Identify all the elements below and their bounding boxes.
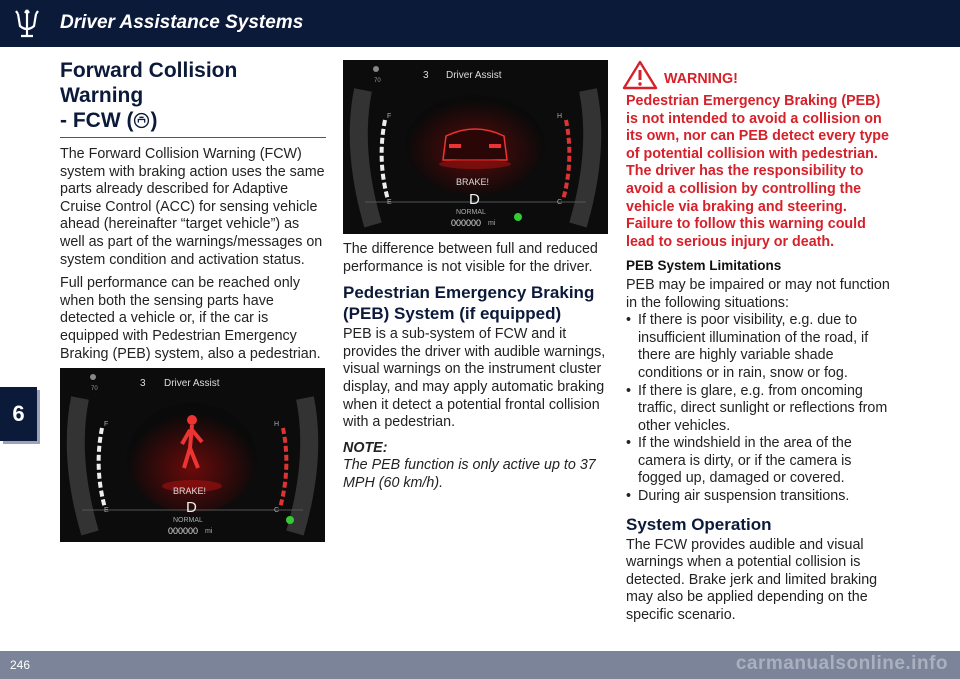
odometer-unit: mi [205,528,213,535]
limits-heading: PEB System Limitations [626,258,782,274]
paragraph: Full performance can be reached only when both the sensing parts have detected a vehicle or, if the car is equipped with Pedestrian Emergency Braking (PEB) system, also a pedestrian. [60,275,321,362]
cluster-title: Driver Assist [446,70,502,81]
c-label: C [274,507,280,514]
c-label: C [557,199,563,206]
f-label: F [387,113,392,120]
peb-heading: Pedestrian Emergency Braking (PEB) System (if equipped) [343,283,595,324]
list-item: • If there is glare, e.g. from oncoming traffic, direct sunlight or reflections from other vehicles. [626,383,894,436]
paragraph: The difference between full and reduced performance is not visible for the driver. [343,241,598,275]
fcw-icon [133,112,150,129]
operation-heading: System Operation [626,514,772,534]
cluster-title: Driver Assist [164,378,220,389]
column-1 [60,58,326,369]
page-number: 246 [10,658,31,672]
e-label: E [104,507,109,514]
h-label: H [557,113,563,120]
odometer: 000000 [168,526,199,536]
chapter-tab[interactable]: 6 [0,387,37,441]
warning-triangle-icon [622,60,658,90]
warning-text: Pedestrian Emergency Braking (PEB) is not intended to avoid a collision on its own, nor can PEB detect every type of potential collision with pedestrian. The driver has the responsibility to avoid a collision by controlling the vehicle via braking and steering. Failure to follow this warning could lead to serious injury or death. [626,93,889,250]
paragraph: PEB may be impaired or may not function in the following situations: [626,276,890,311]
e-label: E [387,199,392,206]
trident-logo-icon [10,8,44,40]
column-3 [626,60,894,631]
title-rule [60,137,326,138]
footer-bar [0,651,960,679]
brake-text: BRAKE! [456,177,490,187]
gear-indicator: D [469,191,480,208]
note-text: The PEB function is only active up to 37 MPH (60 km/h). [343,457,596,491]
cluster-count: 3 [140,378,146,389]
warning-title: WARNING! [664,71,738,88]
speed-limit: 70 [374,78,381,84]
column-2 [343,241,609,493]
watermark: carmanualsonline.info [735,653,948,674]
limitations-list [626,312,894,506]
cluster-count: 3 [423,70,429,81]
warning-header [622,60,894,90]
list-item: • During air suspension transitions. [626,488,894,506]
drive-mode: NORMAL [456,209,486,216]
drive-mode: NORMAL [173,517,203,524]
paragraph: PEB is a sub-system of FCW and it provides the driver with audible warnings, visual warnings on the instrument cluster display, and may apply automatic braking when it detect a potential frontal collision with a pedestrian. [343,326,606,431]
note-label: NOTE: [343,439,388,456]
header-bar [0,0,960,47]
brake-text: BRAKE! [173,486,207,496]
h-label: H [274,421,280,428]
odometer-unit: mi [488,220,496,227]
gear-indicator: D [186,499,197,516]
speed-limit: 70 [91,386,98,392]
section-title: Forward Collision Warning - FCW ( ) [60,59,238,132]
f-label: F [104,421,109,428]
paragraph: The Forward Collision Warning (FCW) system with braking action uses the same parts already described for Adaptive Cruise Control (ACC) for sensing vehicle ahead (hereinafter “target vehicle”) as well as part of the warnings/messages on system condition and activation status. [60,146,325,268]
header-title: Driver Assistance Systems [60,12,304,33]
list-item: • If there is poor visibility, e.g. due to insufficient illumination of the road, if there are highly variable shade conditions or in rain, snow or fog. [626,312,894,382]
odometer: 000000 [451,218,482,228]
paragraph: The FCW provides audible and visual warnings when a potential collision is detected. Brake jerk and limited braking may also be applied depending on the specific scenario. [626,536,878,624]
cluster-image-pedestrian [60,368,325,542]
cluster-image-vehicle [343,60,608,234]
list-item: • If the windshield in the area of the camera is dirty, or if the camera is fogged up, damaged or covered. [626,435,894,488]
